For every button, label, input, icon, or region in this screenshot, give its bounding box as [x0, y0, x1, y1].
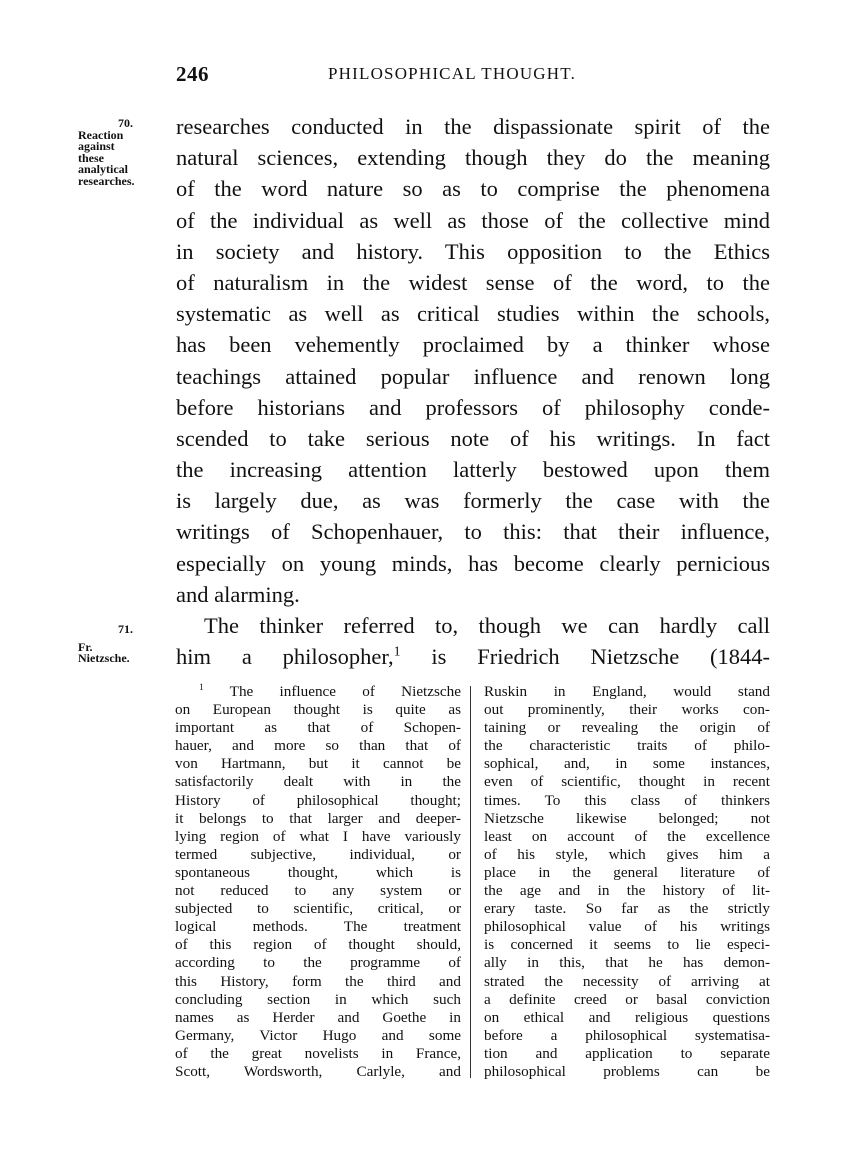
footnote-line: [175, 683, 461, 701]
footnote-column-left: [175, 683, 461, 1081]
footnote-line: strated the necessity of arriving at: [484, 972, 770, 990]
text-line-with-footnote-ref: [176, 641, 770, 672]
sidenote-line: Reaction: [78, 127, 124, 142]
text-line: The thinker referred to, though we can hardly call: [204, 613, 770, 638]
footnote-line: according to the programme of: [175, 954, 461, 972]
text-line: scended to take serious note of his writings. In fact: [176, 425, 770, 451]
text-line: of the individual as well as those of the collective mind: [176, 207, 770, 233]
sidenote-line: against: [78, 139, 115, 153]
footnote-line: the characteristic traits of philo-: [484, 737, 770, 755]
text-line: writings of Schopenhauer, to this: that their influence,: [176, 519, 770, 545]
text-line: and alarming.: [176, 581, 300, 607]
footnote-line: logical methods. The treatment: [175, 918, 461, 936]
sidenote-number: 71.: [118, 622, 133, 636]
footnote-line: taining or revealing the origin of: [484, 719, 770, 737]
sidenote-number: 70.: [118, 116, 133, 130]
footnote-column-right: [484, 683, 770, 1081]
footnote-text: The influence of Nietzsche: [229, 683, 462, 700]
text-line: in society and history. This opposition to the Ethics: [176, 238, 770, 264]
footnote-line: times. To this class of thinkers: [484, 791, 770, 809]
footnote-line: this History, form the third and: [175, 972, 461, 990]
sidenote-line: analytical: [78, 162, 128, 176]
footnote-line: philosophical value of his writings: [484, 918, 770, 936]
footnote-line: erary taste. So far as the strictly: [484, 900, 770, 918]
footnote-line: is concerned it seems to lie especi-: [484, 936, 770, 954]
footnote-line: lying region of what I have variously: [175, 827, 461, 845]
footnote-line: concluding section in which such: [175, 990, 461, 1008]
footnote-line: before a philosophical systematisa-: [484, 1026, 770, 1044]
text-line: teachings attained popular influence and renown long: [176, 363, 770, 389]
footnote-line: place in the general literature of: [484, 863, 770, 881]
text-line: of naturalism in the widest sense of the word, to the: [176, 269, 770, 295]
footnote-line: even of scientific, thought in recent: [484, 773, 770, 791]
footnote-line: sophical, and, in some instances,: [484, 755, 770, 773]
footnote-line: out prominently, their works con-: [484, 701, 770, 719]
footnote-line: not reduced to any system or: [175, 882, 461, 900]
footnote-line: on ethical and religious questions: [484, 1008, 770, 1026]
footnote-line: Germany, Victor Hugo and some: [175, 1026, 461, 1044]
text-fragment: is Friedrich Nietzsche (1844-: [400, 644, 771, 670]
text-line: natural sciences, extending though they do the meaning: [176, 145, 770, 171]
text-line: especially on young minds, has become clearly pernicious: [176, 550, 770, 576]
footnote-line: it belongs to that larger and deeper-: [175, 809, 461, 827]
footnote-line: satisfactorily dealt with in the: [175, 773, 461, 791]
sidenote-reaction: [78, 118, 170, 187]
footnote-reference: 1: [393, 644, 401, 660]
sidenote-line: researches.: [78, 173, 135, 188]
column-divider: [470, 686, 471, 1078]
footnote-line: of this region of thought should,: [175, 936, 461, 954]
footnote-line: termed subjective, individual, or: [175, 845, 461, 863]
sidenote-line: these: [78, 150, 104, 165]
text-line: the increasing attention latterly bestowed upon them: [176, 457, 770, 483]
text-line: researches conducted in the dispassionate spirit of the: [176, 114, 770, 139]
footnote-line: Nietzsche likewise belonged; not: [484, 809, 770, 827]
footnote-line: least on account of the excellence: [484, 827, 770, 845]
footnote-line: spontaneous thought, which is: [175, 863, 461, 881]
page-header: [176, 62, 770, 88]
text-line: systematic as well as critical studies within the schools,: [176, 301, 770, 327]
footnote-line: of the great novelists in France,: [175, 1044, 461, 1062]
footnote-line: ally in this, that he has demon-: [484, 954, 770, 972]
running-title: PHILOSOPHICAL THOUGHT.: [328, 64, 577, 83]
footnote-line: von Hartmann, but it cannot be: [175, 755, 461, 773]
main-text: [176, 111, 770, 672]
sidenote-line: Fr.: [78, 639, 93, 654]
text-line: of the word nature so as to comprise the phenomena: [176, 176, 770, 202]
text-line: before historians and professors of philosophy conde-: [176, 394, 770, 420]
footnote-line: hauer, and more so than that of: [175, 737, 461, 755]
footnote-marker: 1: [199, 682, 204, 693]
sidenote-line: Nietzsche.: [78, 651, 130, 665]
footnote-line: important as that of Schopen-: [175, 719, 461, 737]
footnote-line: tion and application to separate: [484, 1044, 770, 1062]
footnote-line: Scott, Wordsworth, Carlyle, and: [175, 1062, 461, 1080]
sidenote-nietzsche: [78, 624, 170, 665]
footnote-line: of his style, which gives him a: [484, 845, 770, 863]
footnote-line: philosophical problems can be: [484, 1062, 770, 1080]
footnote-line: names as Herder and Goethe in: [175, 1008, 461, 1026]
footnote-line: Ruskin in England, would stand: [484, 683, 770, 700]
footnote-line: History of philosophical thought;: [175, 791, 461, 809]
footnote-line: a definite creed or basal conviction: [484, 990, 770, 1008]
footnote-line: the age and in the history of lit-: [484, 882, 770, 900]
footnote-line: on European thought is quite as: [175, 701, 461, 719]
text-line: has been vehemently proclaimed by a thinker whose: [176, 332, 770, 358]
footnote-line: subjected to scientific, critical, or: [175, 900, 461, 918]
text-line: is largely due, as was formerly the case with the: [176, 488, 770, 514]
page-number: 246: [176, 62, 209, 86]
text-fragment: him a philosopher,: [176, 644, 394, 670]
